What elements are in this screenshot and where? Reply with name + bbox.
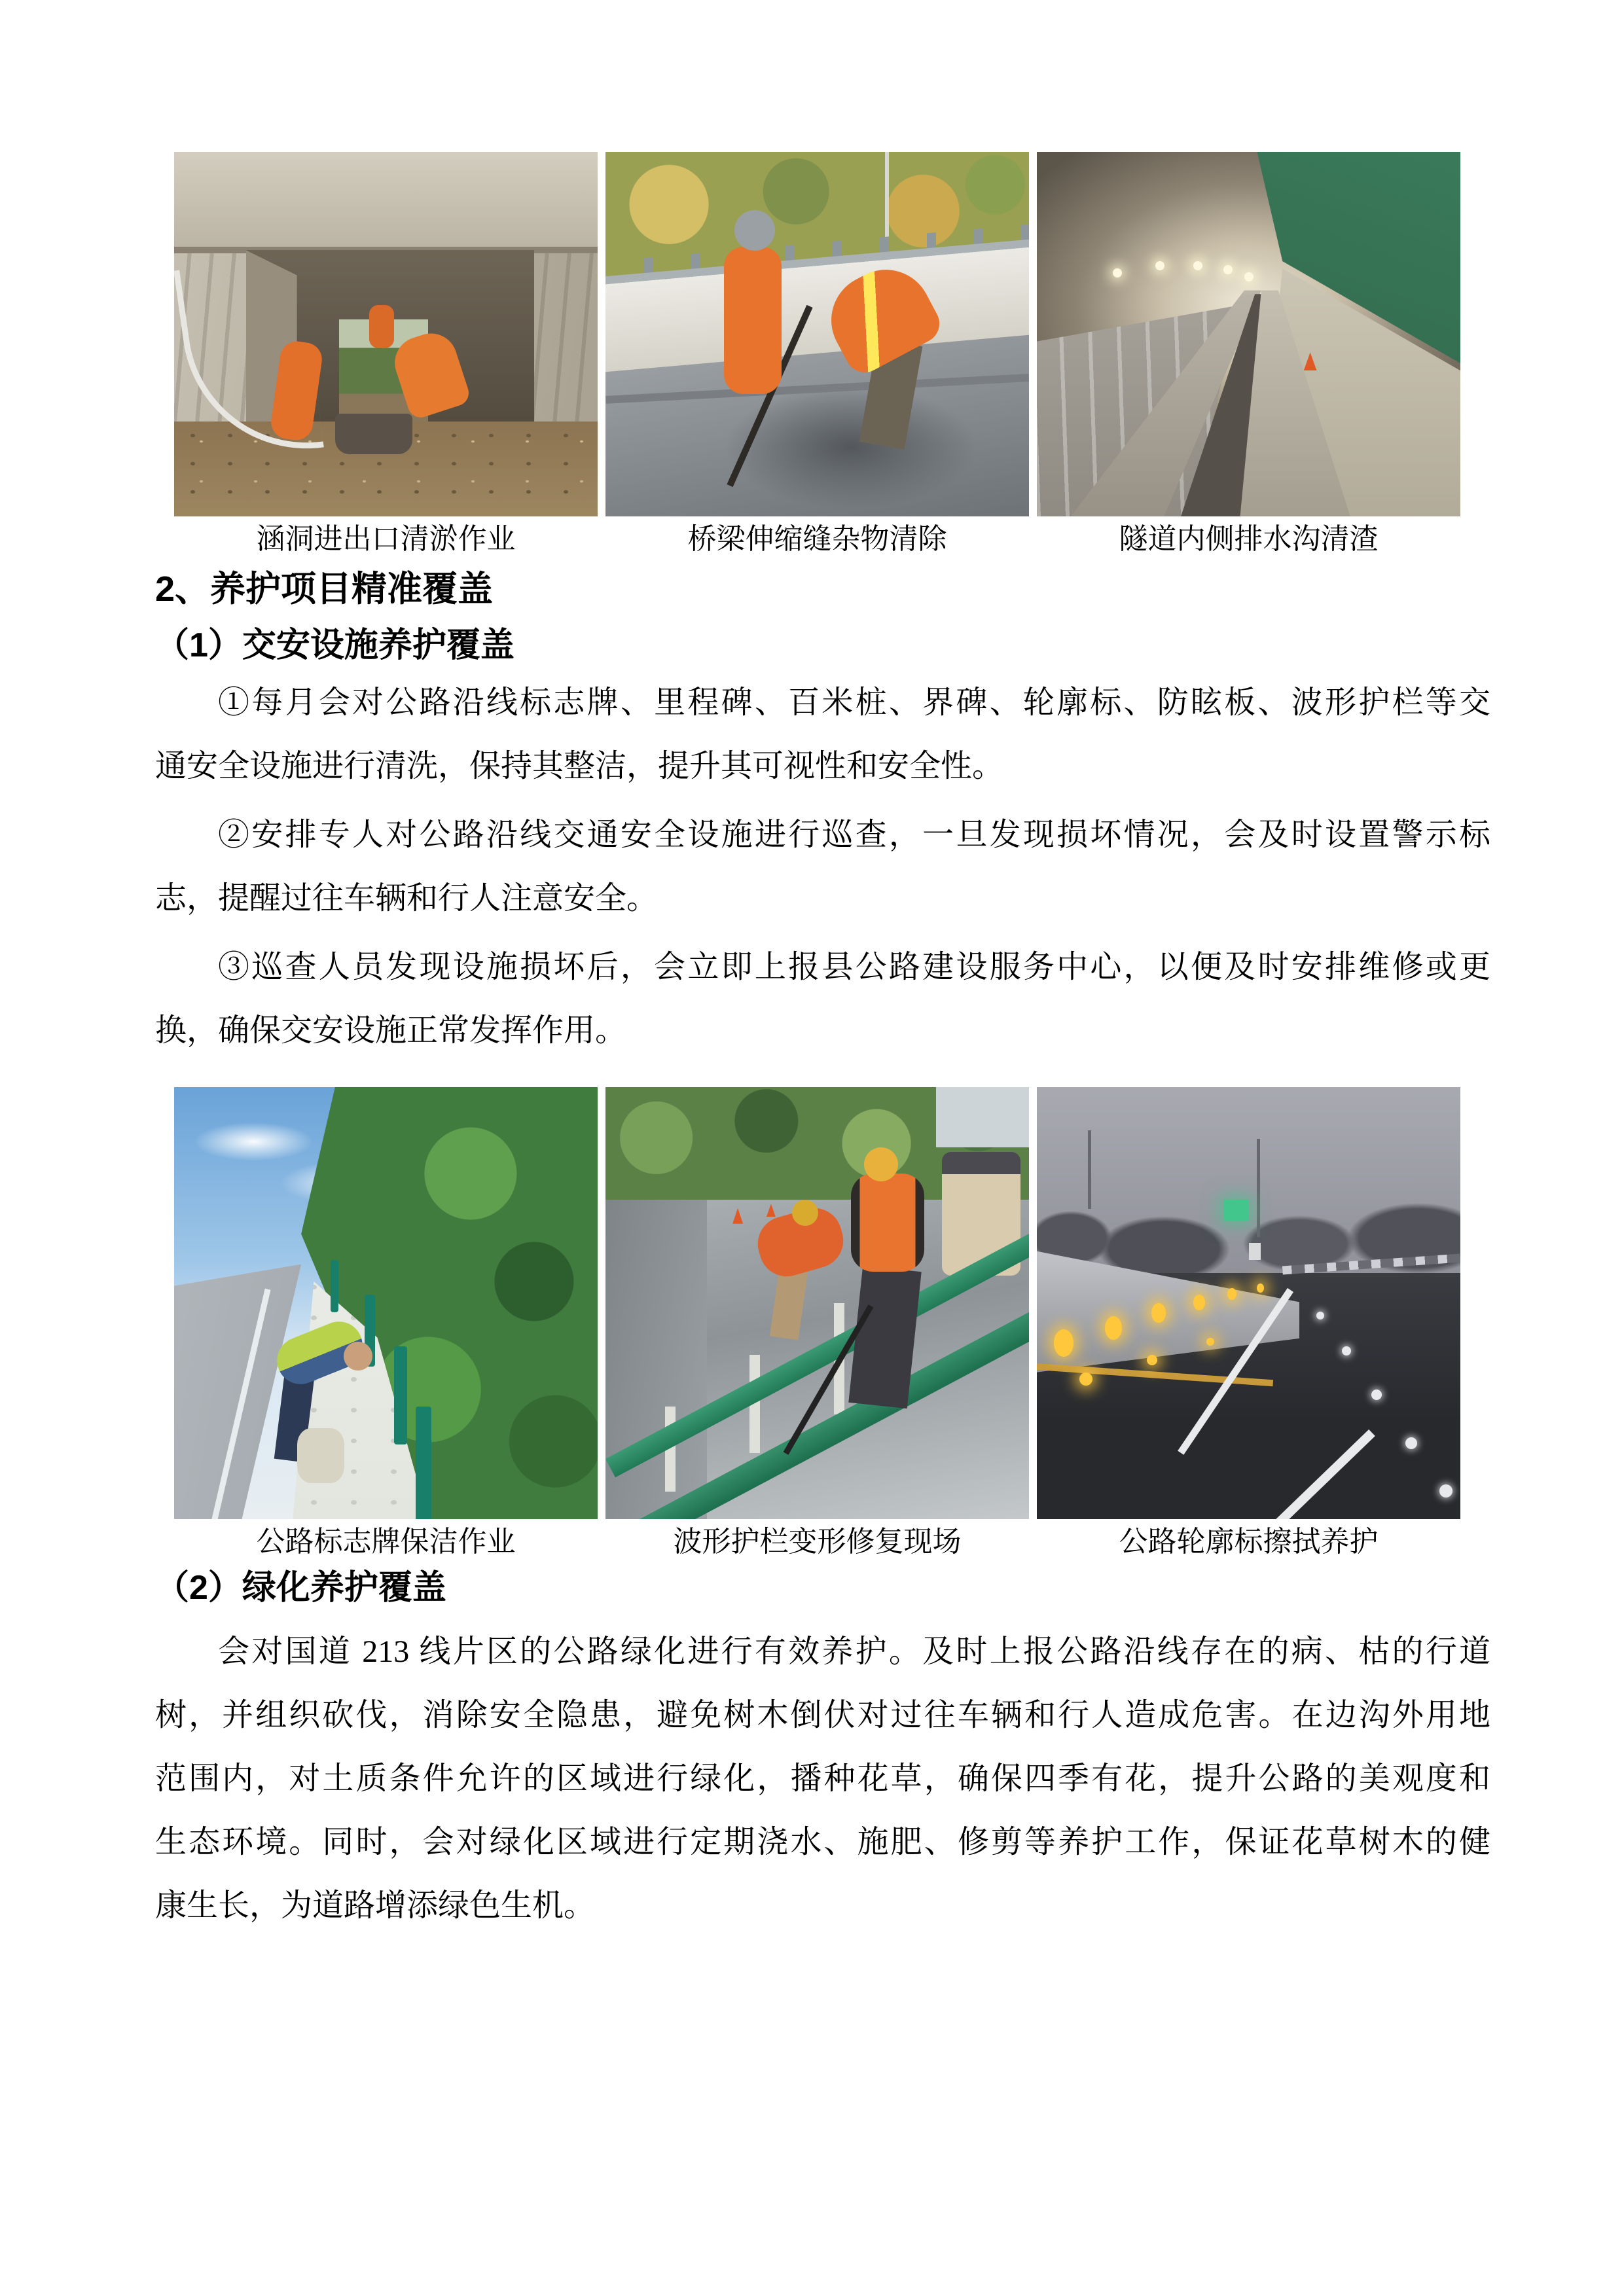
paragraph-1 — [155, 671, 1490, 798]
worker-head — [344, 1342, 372, 1371]
reflector-dot — [1439, 1484, 1453, 1498]
paragraph-line: ①每月会对公路沿线标志牌、里程碑、百米桩、界碑、轮廓标、防眩板、波形护栏等交 — [218, 685, 1490, 720]
photo-caption: 隧道内侧排水沟清渣 — [1119, 523, 1379, 555]
guardrail-post — [394, 1346, 407, 1444]
worker-figure — [851, 1174, 924, 1272]
worker-helmet — [864, 1147, 898, 1181]
culvert-lintel — [174, 152, 598, 253]
green-road-sign — [1223, 1200, 1248, 1221]
photo-grid-bottom — [174, 1087, 1460, 1560]
reflector-dot — [1405, 1437, 1417, 1449]
figure-bridge-joint-cleaning — [605, 152, 1029, 557]
paragraph-line: 会对国道 213 线片区的公路绿化进行有效养护。及时上报公路沿线存在的病、枯的行道 — [218, 1634, 1490, 1669]
figure-culvert-dredging — [174, 152, 598, 557]
photo-caption: 公路标志牌保洁作业 — [256, 1526, 516, 1558]
figure-guardrail-repair — [605, 1087, 1029, 1560]
photo-caption: 公路轮廓标擦拭养护 — [1119, 1526, 1379, 1558]
small-sign — [1249, 1243, 1261, 1260]
worker-figure — [724, 247, 782, 394]
figure-sign-cleaning — [174, 1087, 598, 1560]
delineator-dot — [1206, 1338, 1214, 1346]
paragraph-line: 康生长，为道路增添绿色生机。 — [155, 1888, 596, 1923]
delineator-dot — [1079, 1372, 1092, 1386]
paragraph-2 — [155, 803, 1490, 930]
photo-caption: 波形护栏变形修复现场 — [673, 1526, 962, 1558]
figure-delineator-wiping — [1037, 1087, 1460, 1560]
light-pole — [1257, 1139, 1260, 1237]
reflector-dot — [1342, 1346, 1351, 1355]
worker-hood — [734, 210, 775, 251]
photo-grid-top — [174, 152, 1460, 557]
photo-bridge-joint-cleaning — [605, 152, 1029, 516]
photo-culvert-dredging — [174, 152, 598, 516]
wheelbarrow — [335, 414, 412, 454]
tunnel-light — [1244, 272, 1254, 281]
worker-figure — [369, 305, 394, 348]
reflector-dot — [1371, 1390, 1382, 1400]
delineator-dot — [1105, 1316, 1122, 1340]
delineator-dot — [1227, 1288, 1236, 1300]
guardrail-post — [416, 1407, 431, 1519]
paragraph-line: 通安全设施进行清洗，保持其整洁，提升其可视性和安全性。 — [155, 749, 1004, 783]
subsection-heading-2: （2）绿化养护覆盖 — [155, 1569, 446, 1607]
delineator-dot — [1151, 1303, 1166, 1323]
paragraph-line: 志，提醒过往车辆和行人注意安全。 — [155, 881, 659, 916]
paragraph-line: 树，并组织砍伐，消除安全隐患，避免树木倒伏对过往车辆和行人造成危害。在边沟外用地 — [155, 1698, 1490, 1732]
tunnel-light — [1223, 265, 1233, 274]
paragraph-line: 范围内，对土质条件允许的区域进行绿化，播种花草，确保四季有花，提升公路的美观度和 — [155, 1761, 1490, 1796]
sky-sliver — [936, 1087, 1029, 1147]
photo-sign-cleaning — [174, 1087, 598, 1519]
paragraph-line: 生态环境。同时，会对绿化区域进行定期浇水、施肥、修剪等养护工作，保证花草树木的健 — [155, 1825, 1490, 1859]
paragraph-4 — [155, 1620, 1490, 1937]
paragraph-line: 换，确保交安设施正常发挥作用。 — [155, 1013, 627, 1048]
guardrail-post — [331, 1260, 338, 1312]
worker-helmet — [792, 1200, 818, 1226]
photo-caption: 涵洞进出口清淤作业 — [256, 523, 516, 555]
photo-guardrail-repair — [605, 1087, 1029, 1519]
cleaning-sack — [297, 1428, 344, 1483]
figure-tunnel-drain-clearing — [1037, 152, 1460, 557]
subsection-heading-1: （1）交安设施养护覆盖 — [155, 626, 514, 664]
paragraph-line: ②安排专人对公路沿线交通安全设施进行巡查，一旦发现损坏情况，会及时设置警示标 — [218, 817, 1490, 852]
paragraph-3 — [155, 935, 1490, 1062]
photo-tunnel-drain-clearing — [1037, 152, 1460, 516]
paragraph-line: ③巡查人员发现设施损坏后，会立即上报县公路建设服务中心，以便及时安排维修或更 — [218, 950, 1490, 984]
delineator-dot — [1054, 1329, 1074, 1357]
section-heading: 2、养护项目精准覆盖 — [155, 569, 494, 609]
photo-caption: 桥梁伸缩缝杂物清除 — [687, 523, 947, 555]
photo-delineator-wiping — [1037, 1087, 1460, 1519]
light-pole — [1088, 1130, 1091, 1209]
